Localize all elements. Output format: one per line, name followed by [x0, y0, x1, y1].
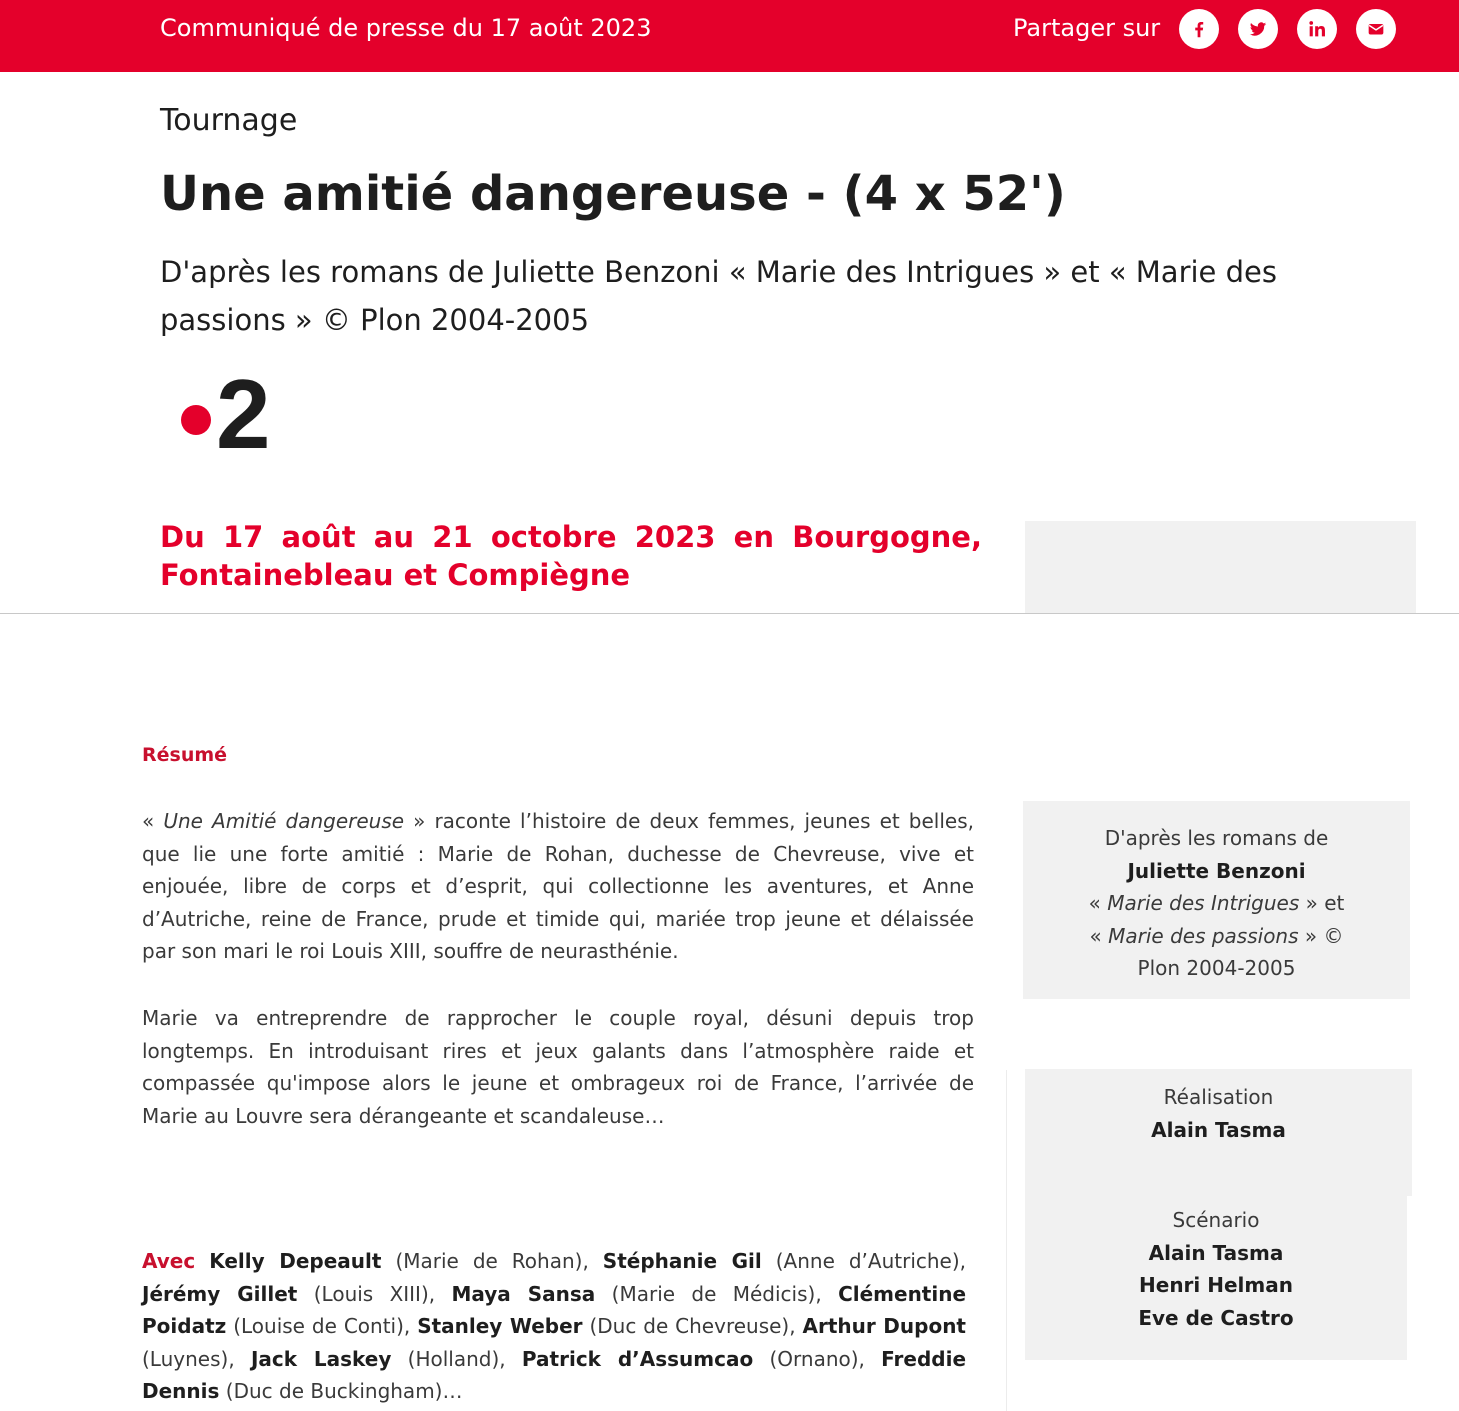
- linkedin-icon: [1306, 18, 1328, 40]
- series-title: Une Amitié dangereuse: [163, 809, 405, 833]
- article-category: Tournage: [160, 103, 298, 138]
- cast-role: (Marie de Rohan): [395, 1249, 583, 1273]
- director-name: Alain Tasma: [1151, 1117, 1286, 1142]
- cast-actor: Jack Laskey: [250, 1346, 392, 1371]
- cast-actor: Freddie Dennis: [142, 1346, 967, 1403]
- writer-name: Eve de Castro: [1138, 1305, 1294, 1330]
- article-title: Une amitié dangereuse - (4 x 52'): [160, 166, 1066, 222]
- resume-label: Résumé: [142, 744, 228, 766]
- cast-actor: Stéphanie Gil: [602, 1249, 762, 1273]
- logo-number: 2: [216, 366, 271, 456]
- share-twitter-button[interactable]: [1238, 9, 1278, 49]
- logo-dot: [181, 405, 211, 435]
- image-placeholder: [1025, 521, 1416, 613]
- cast-role: (Luynes): [142, 1346, 229, 1371]
- writer-name: Henri Helman: [1139, 1273, 1293, 1297]
- cast-list: Avec Kelly Depeault (Marie de Rohan), Stéphanie Gil (Anne d’Autriche), Jérémy Gillet (Louis XIII), Maya Sansa (Marie de Médicis), Clémentine Poidatz (Louise de Conti), Stanley Weber (Duc de Chevreuse), Arthur Dupont (Luynes), Jack Laskey (Holland), Patrick d’Assumcao (Ornano), Freddie Dennis (Duc de Buckingham)…: [142, 1249, 967, 1403]
- direction-box: [1025, 1069, 1412, 1196]
- shooting-dates-headline: Du 17 août au 21 octobre 2023 en Bourgogne, Fontainebleau et Compiègne: [160, 520, 982, 592]
- cast-role: (Holland): [407, 1346, 500, 1371]
- author-name: Juliette Benzoni: [1127, 858, 1306, 883]
- article-subtitle: D'après les romans de Juliette Benzoni « Marie des Intrigues » et « Marie des passions » © Plon 2004-2005: [160, 255, 1277, 337]
- screenplay-box: [1025, 1196, 1407, 1360]
- cast-actor: Stanley Weber: [417, 1314, 583, 1338]
- facebook-icon: [1188, 18, 1210, 40]
- writer-name: Alain Tasma: [1148, 1240, 1284, 1265]
- cast-actor: Maya Sansa: [451, 1281, 596, 1306]
- cast-role: (Marie de Médicis): [611, 1281, 816, 1306]
- cast-actor: Patrick d’Assumcao: [521, 1346, 754, 1371]
- publisher: Plon 2004-2005: [1137, 956, 1296, 980]
- resume-paragraph-2: Marie va entreprendre de rapprocher le couple royal, désuni depuis trop longtemps. En introduisant rires et jeux galants dans l’atmosphère raide et compassée qu'impose alors le jeune et ombrageux roi de France, l’arrivée de Marie au Louvre sera dérangeante et scandaleuse…: [142, 1006, 974, 1128]
- cast-actor: Arthur Dupont: [802, 1314, 966, 1338]
- share-facebook-button[interactable]: [1179, 9, 1219, 49]
- cast-role: (Duc de Chevreuse): [589, 1314, 790, 1338]
- resume-paragraph-1: « Une Amitié dangereuse » raconte l’histoire de deux femmes, jeunes et belles, que lie une forte amitié : Marie de Rohan, duchesse de Chevreuse, vive et enjouée, libre de corps et d’esprit, qui collectionne les aventures, et Anne d’Autriche, reine de France, prude et timide qui, mariée trop jeune et délaissée par son mari le roi Louis XIII, souffre de neurasthénie.: [142, 809, 974, 963]
- cast-role: (Louis XIII): [313, 1281, 429, 1306]
- cast-actor: Jérémy Gillet: [142, 1281, 298, 1306]
- cast-role: (Ornano): [769, 1346, 859, 1371]
- cast-intro: Avec: [142, 1249, 196, 1273]
- book-title: Marie des passions: [1108, 923, 1299, 948]
- share-linkedin-button[interactable]: [1297, 9, 1337, 49]
- press-release-banner: [0, 0, 1459, 72]
- cast-role: (Anne d’Autriche): [775, 1249, 960, 1273]
- source-novels-box: D'après les romans de Juliette Benzoni « Marie des Intrigues » et « Marie des passions » © Plon 2004-2005: [1023, 801, 1410, 999]
- mail-icon: [1365, 18, 1387, 40]
- screenplay-label: Scénario: [1172, 1208, 1260, 1232]
- cast-actor: Kelly Depeault: [209, 1249, 382, 1273]
- press-release-date: Communiqué de presse du 17 août 2023: [160, 14, 652, 42]
- share-label: Partager sur: [1013, 14, 1161, 42]
- cast-role: (Louise de Conti): [233, 1314, 404, 1338]
- twitter-icon: [1247, 18, 1269, 40]
- france2-logo: [176, 366, 286, 456]
- section-divider: [0, 613, 1459, 614]
- book-title: Marie des Intrigues: [1107, 891, 1300, 915]
- column-divider: [1006, 1070, 1007, 1411]
- cast-actor: Clémentine Poidatz: [142, 1281, 967, 1338]
- cast-role: (Duc de Buckingham)…: [225, 1379, 463, 1403]
- direction-label: Réalisation: [1163, 1085, 1274, 1109]
- share-mail-button[interactable]: [1356, 9, 1396, 49]
